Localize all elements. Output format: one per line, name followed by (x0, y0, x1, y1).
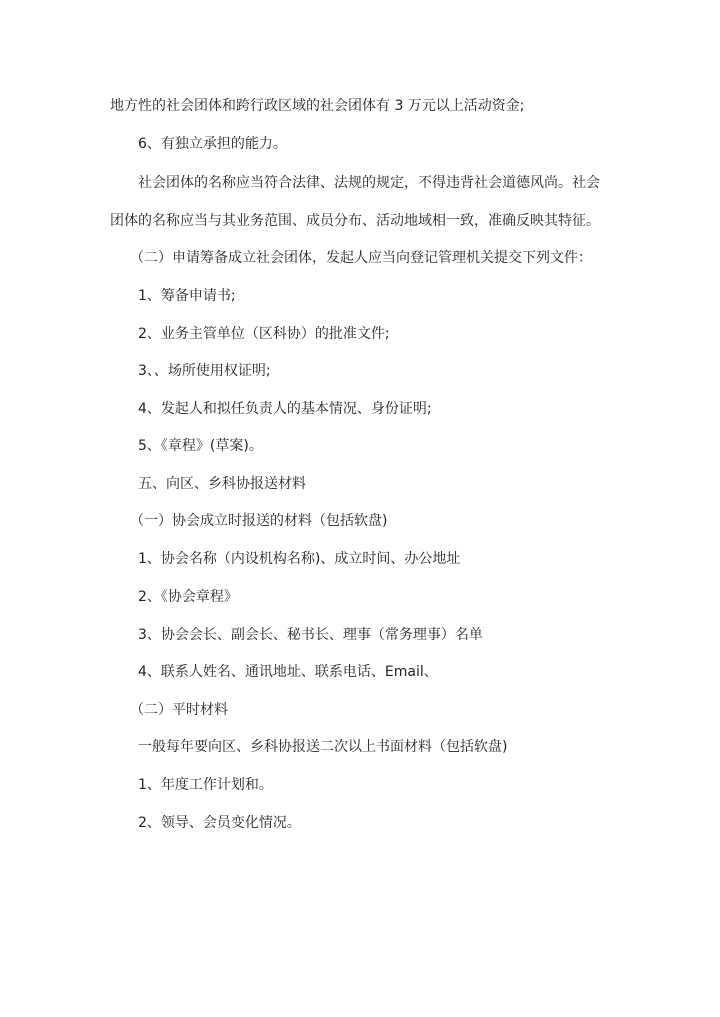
text-line-routine-intro: 一般每年要向区、乡科协报送二次以上书面材料（包括软盘) (138, 739, 508, 755)
list-item-founding-1: 1、协会名称（内设机构名称)、成立时间、办公地址 (138, 551, 461, 567)
subsection-heading-routine: （二）平时材料 (130, 702, 228, 718)
list-item-founding-4: 4、联系人姓名、通讯地址、联系电话、Email、 (138, 664, 438, 680)
subsection-heading-founding: （一）协会成立时报送的材料（包括软盘) (130, 513, 388, 529)
list-item-application-5: 5、《章程》(草案)。 (138, 438, 263, 454)
list-item-application-4: 4、发起人和拟任负责人的基本情况、身份证明; (138, 401, 432, 417)
section-heading-application: （二）申请筹备成立社会团体，发起人应当向登记管理机关提交下列文件： (130, 250, 592, 266)
list-item-routine-2: 2、领导、会员变化情况。 (138, 815, 301, 831)
list-item-routine-1: 1、年度工作计划和。 (138, 777, 273, 793)
section-heading-report: 五、向区、乡科协报送材料 (138, 476, 306, 492)
list-item-founding-3: 3、协会会长、副会长、秘书长、理事（常务理事）名单 (138, 627, 483, 643)
list-item-application-3: 3、、场所使用权证明; (138, 363, 271, 379)
text-line-item-6: 6、有独立承担的能力。 (138, 136, 287, 152)
text-line-name-rule-2: 团体的名称应当与其业务范围、成员分布、活动地域相一致，准确反映其特征。 (110, 213, 600, 229)
text-line-funding: 地方性的社会团体和跨行政区域的社会团体有 3 万元以上活动资金; (110, 98, 525, 114)
list-item-founding-2: 2、《协会章程》 (138, 589, 238, 605)
list-item-application-2: 2、业务主管单位（区科协）的批准文件; (138, 326, 390, 342)
list-item-application-1: 1、筹备申请书; (138, 288, 236, 304)
text-line-name-rule-1: 社会团体的名称应当符合法律、法规的规定，不得违背社会道德风尚。社会 (138, 175, 600, 191)
